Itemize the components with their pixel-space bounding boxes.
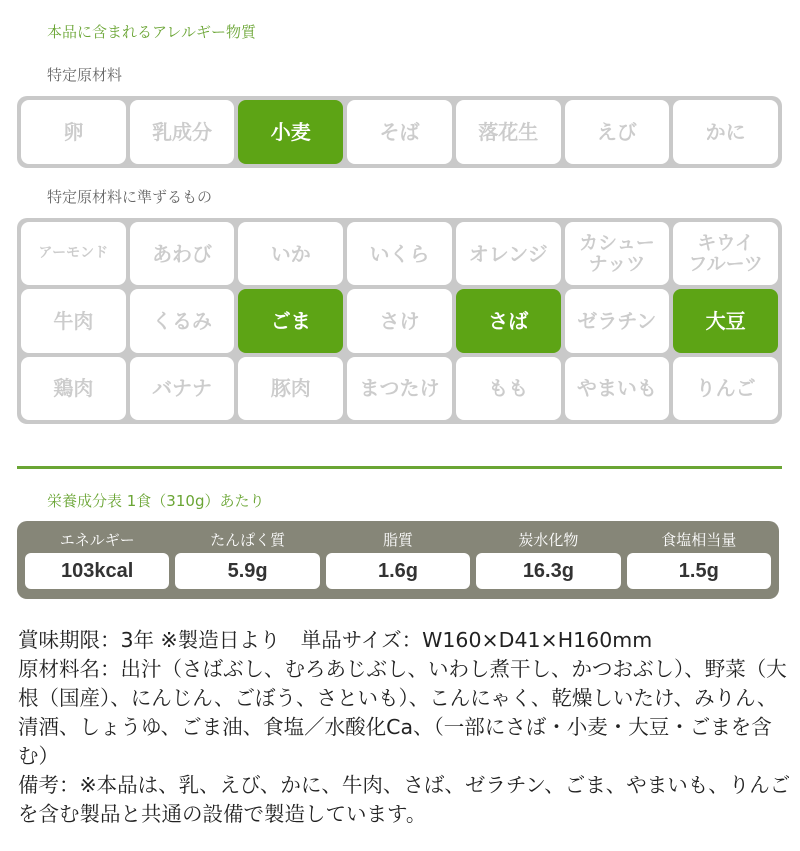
semi-allergen-cell-19: やまいも — [565, 357, 670, 420]
specific-allergen-panel — [17, 96, 782, 168]
nutrition-column — [627, 527, 771, 593]
specific-allergen-cell-4: 落花生 — [456, 100, 561, 164]
semi-allergen-cell-4: オレンジ — [456, 222, 561, 285]
nutrition-column — [175, 527, 319, 593]
product-info — [18, 626, 793, 829]
semi-allergen-cell-1: あわび — [130, 222, 235, 285]
section-divider — [17, 466, 782, 469]
info-line-ingredients: 原材料名：出汁（さばぶし、むろあじぶし、いわし煮干し、かつおぶし）、野菜（大根（国産）、にんじん、ごぼう、さといも）、こんにゃく、乾燥しいたけ、みりん、清酒、しょうゆ、ごま油、食塩／水酸化Ca、（一部にさば・小麦・大豆・ごまを含む） — [18, 657, 787, 768]
semi-allergen-cell-11: さば — [456, 289, 561, 352]
semi-allergen-cell-16: 豚肉 — [238, 357, 343, 420]
semi-allergen-cell-18: もも — [456, 357, 561, 420]
semi-allergen-cell-9: ごま — [238, 289, 343, 352]
semi-allergen-cell-15: バナナ — [130, 357, 235, 420]
specific-allergen-cell-1: 乳成分 — [130, 100, 235, 164]
specific-allergen-cell-2: 小麦 — [238, 100, 343, 164]
info-line-remarks: 備考：※本品は、乳、えび、かに、牛肉、さば、ゼラチン、ごま、やまいも、りんごを含む製品と共通の設備で製造しています。 — [18, 773, 791, 826]
semi-allergen-panel — [17, 218, 782, 424]
semi-allergen-cell-6: キウイ フルーツ — [673, 222, 778, 285]
nutrition-column — [326, 527, 470, 593]
nutrition-title: 栄養成分表 1食（310g）あたり — [47, 492, 265, 510]
specific-allergen-cell-0: 卵 — [21, 100, 126, 164]
nutrition-value: 5.9g — [175, 553, 319, 589]
specific-allergen-cell-6: かに — [673, 100, 778, 164]
nutrition-label: たんぱく質 — [210, 531, 286, 549]
semi-allergen-cell-13: 大豆 — [673, 289, 778, 352]
specific-materials-label: 特定原材料 — [47, 66, 123, 84]
nutrition-value: 16.3g — [476, 553, 620, 589]
semi-allergen-cell-10: さけ — [347, 289, 452, 352]
specific-allergen-cell-5: えび — [565, 100, 670, 164]
allergen-title: 本品に含まれるアレルギー物質 — [47, 23, 257, 41]
semi-allergen-cell-20: りんご — [673, 357, 778, 420]
specific-allergen-cell-3: そば — [347, 100, 452, 164]
nutrition-label: エネルギー — [59, 531, 135, 549]
nutrition-value: 1.5g — [627, 553, 771, 589]
info-line-expiry: 賞味期限：3年 ※製造日より 単品サイズ：W160×D41×H160mm — [18, 628, 653, 652]
semi-allergen-cell-0: アーモンド — [21, 222, 126, 285]
semi-allergen-cell-3: いくら — [347, 222, 452, 285]
semi-materials-label: 特定原材料に準ずるもの — [47, 188, 213, 206]
nutrition-label: 食塩相当量 — [661, 531, 737, 549]
semi-allergen-cell-14: 鶏肉 — [21, 357, 126, 420]
nutrition-label: 炭水化物 — [518, 531, 579, 549]
semi-allergen-cell-8: くるみ — [130, 289, 235, 352]
nutrition-table — [17, 521, 779, 599]
nutrition-value: 1.6g — [326, 553, 470, 589]
semi-allergen-cell-5: カシュー ナッツ — [565, 222, 670, 285]
semi-allergen-cell-7: 牛肉 — [21, 289, 126, 352]
nutrition-column — [476, 527, 620, 593]
semi-allergen-cell-12: ゼラチン — [565, 289, 670, 352]
nutrition-value: 103kcal — [25, 553, 169, 589]
nutrition-label: 脂質 — [382, 531, 413, 549]
nutrition-column — [25, 527, 169, 593]
semi-allergen-cell-2: いか — [238, 222, 343, 285]
semi-allergen-cell-17: まつたけ — [347, 357, 452, 420]
